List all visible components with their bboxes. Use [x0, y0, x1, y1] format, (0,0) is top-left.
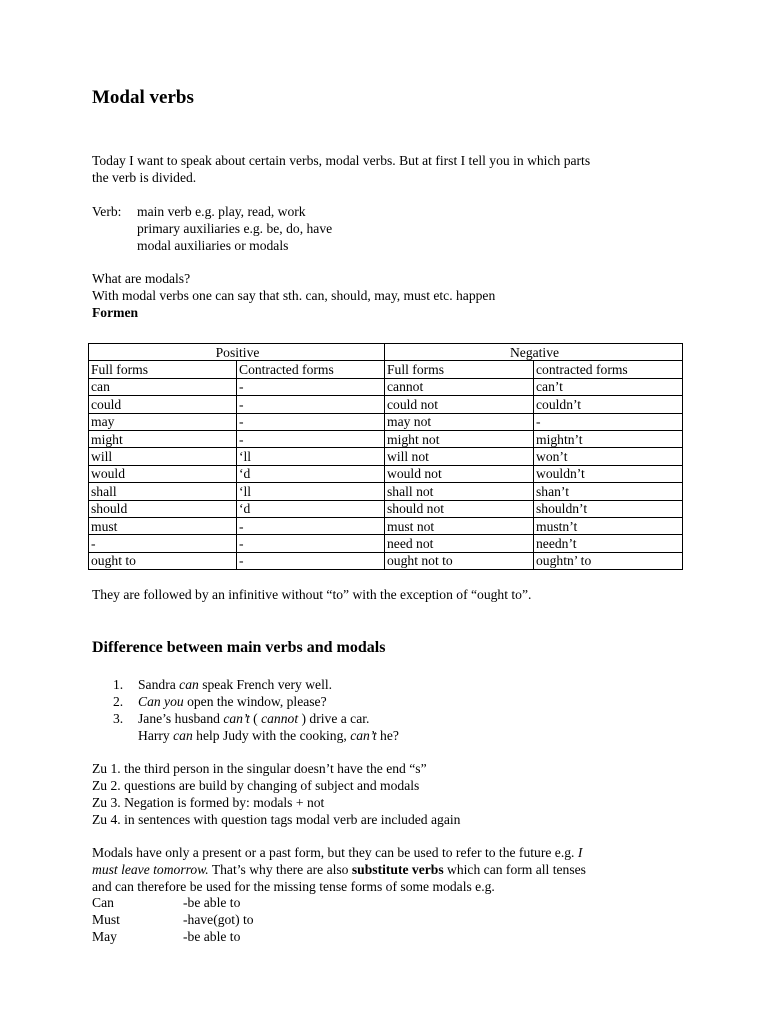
table-cell: may not — [385, 413, 534, 430]
example-text: speak French very well. — [198, 677, 333, 692]
example-text: he? — [376, 728, 399, 743]
note-zu-3: Zu 3. Negation is formed by: modals + not — [92, 795, 325, 810]
table-row — [89, 535, 683, 552]
example-1 — [113, 676, 332, 693]
list-number: 3. — [113, 711, 124, 726]
example-2 — [113, 693, 327, 710]
table-cell: - — [237, 430, 385, 447]
note-zu-2: Zu 2. questions are build by changing of subject and modals — [92, 778, 420, 793]
table-cell: might — [89, 430, 237, 447]
example-3 — [113, 710, 369, 727]
column-header: Contracted forms — [237, 361, 385, 378]
example-text: Jane’s husband — [138, 711, 224, 726]
table-cell: mightn’t — [534, 430, 683, 447]
table-cell: should — [89, 500, 237, 517]
table-cell: must — [89, 517, 237, 534]
table-cell: ‘ll — [237, 483, 385, 500]
paragraph-text: which can form all tenses — [443, 862, 586, 877]
example-modal: can’t — [223, 711, 250, 726]
note-zu-4: Zu 4. in sentences with question tags modal verb are included again — [92, 812, 461, 827]
example-text: open the window, please? — [183, 694, 327, 709]
example-text: Harry — [138, 728, 174, 743]
column-header: Full forms — [385, 361, 534, 378]
table-row — [89, 500, 683, 517]
group-header-negative: Negative — [385, 344, 683, 361]
substitute-modal-can: Can — [92, 895, 114, 910]
what-are-answer: With modal verbs one can say that sth. can, should, may, must etc. happen — [92, 288, 496, 303]
substitute-verb-may: -be able to — [183, 929, 241, 944]
table-cell: will not — [385, 448, 534, 465]
example-modal: can’t — [350, 728, 377, 743]
table-cell: shall — [89, 483, 237, 500]
table-cell: - — [237, 378, 385, 395]
list-number: 2. — [113, 694, 124, 709]
table-cell: - — [237, 396, 385, 413]
table-cell: shall not — [385, 483, 534, 500]
column-header: contracted forms — [534, 361, 683, 378]
table-row — [89, 552, 683, 569]
table-group-header-row — [89, 344, 683, 361]
table-cell: - — [237, 413, 385, 430]
example-modal: can — [179, 677, 199, 692]
table-cell: can’t — [534, 378, 683, 395]
table-cell: may — [89, 413, 237, 430]
example-text: ( — [249, 711, 262, 726]
verb-part-primary: primary auxiliaries e.g. be, do, have — [137, 221, 333, 236]
table-cell: should not — [385, 500, 534, 517]
table-row — [89, 517, 683, 534]
table-cell: cannot — [385, 378, 534, 395]
table-cell: ‘ll — [237, 448, 385, 465]
table-cell: could not — [385, 396, 534, 413]
intro-line-1: Today I want to speak about certain verbs, modal verbs. But at first I tell you in which parts — [92, 153, 591, 168]
table-cell: can — [89, 378, 237, 395]
example-text: ) drive a car. — [298, 711, 370, 726]
table-column-header-row — [89, 361, 683, 378]
example-modal: Can you — [138, 694, 184, 709]
table-row — [89, 378, 683, 395]
paragraph-line-3: and can therefore be used for the missing tense forms of some modals e.g. — [92, 879, 495, 894]
table-cell: could — [89, 396, 237, 413]
table-cell: oughtn’ to — [534, 552, 683, 569]
page-title: Modal verbs — [92, 87, 194, 108]
table-row — [89, 448, 683, 465]
table-row — [89, 430, 683, 447]
example-text: Sandra — [138, 677, 180, 692]
paragraph-text: Modals have only a present or a past form, but they can be used to refer to the future e.g. — [92, 845, 578, 860]
substitute-modal-may: May — [92, 929, 117, 944]
paragraph-line-1 — [92, 844, 582, 861]
list-number: 1. — [113, 677, 124, 692]
table-row — [89, 396, 683, 413]
table-cell: - — [534, 413, 683, 430]
verb-part-main: main verb e.g. play, read, work — [137, 204, 306, 219]
example-text: help Judy with the cooking, — [192, 728, 351, 743]
table-cell: mustn’t — [534, 517, 683, 534]
substitute-verb-must: -have(got) to — [183, 912, 254, 927]
verb-part-modal: modal auxiliaries or modals — [137, 238, 289, 253]
table-cell: shouldn’t — [534, 500, 683, 517]
table-cell: would not — [385, 465, 534, 482]
table-cell: ought not to — [385, 552, 534, 569]
after-table-note: They are followed by an infinitive without “to” with the exception of “ought to”. — [92, 587, 532, 602]
table-row — [89, 483, 683, 500]
modal-forms-table — [88, 343, 683, 570]
paragraph-example: must leave tomorrow. — [92, 862, 209, 877]
intro-line-2: the verb is divided. — [92, 170, 197, 185]
substitute-modal-must: Must — [92, 912, 120, 927]
what-are-question: What are modals? — [92, 271, 191, 286]
note-zu-1: Zu 1. the third person in the singular doesn’t have the end “s” — [92, 761, 427, 776]
table-cell: ‘d — [237, 500, 385, 517]
paragraph-text: That’s why there are also — [208, 862, 352, 877]
column-header: Full forms — [89, 361, 237, 378]
section-heading-difference: Difference between main verbs and modals — [92, 639, 386, 656]
table-cell: needn’t — [534, 535, 683, 552]
table-row — [89, 413, 683, 430]
table-cell: wouldn’t — [534, 465, 683, 482]
paragraph-keyword: substitute verbs — [351, 862, 444, 877]
paragraph-example: I — [577, 845, 583, 860]
paragraph-line-2 — [92, 861, 586, 878]
table-cell: might not — [385, 430, 534, 447]
table-cell: won’t — [534, 448, 683, 465]
table-cell: - — [237, 552, 385, 569]
example-4 — [138, 727, 399, 744]
table-cell: need not — [385, 535, 534, 552]
substitute-verb-can: -be able to — [183, 895, 241, 910]
table-cell: must not — [385, 517, 534, 534]
example-modal: can — [173, 728, 193, 743]
table-row — [89, 465, 683, 482]
table-cell: - — [237, 517, 385, 534]
group-header-positive: Positive — [89, 344, 385, 361]
table-cell: would — [89, 465, 237, 482]
table-cell: - — [237, 535, 385, 552]
table-cell: couldn’t — [534, 396, 683, 413]
example-modal: cannot — [261, 711, 299, 726]
table-cell: - — [89, 535, 237, 552]
table-cell: will — [89, 448, 237, 465]
verb-label: Verb: — [92, 204, 122, 219]
formen-heading: Formen — [92, 305, 139, 320]
table-cell: ought to — [89, 552, 237, 569]
table-cell: ‘d — [237, 465, 385, 482]
table-cell: shan’t — [534, 483, 683, 500]
